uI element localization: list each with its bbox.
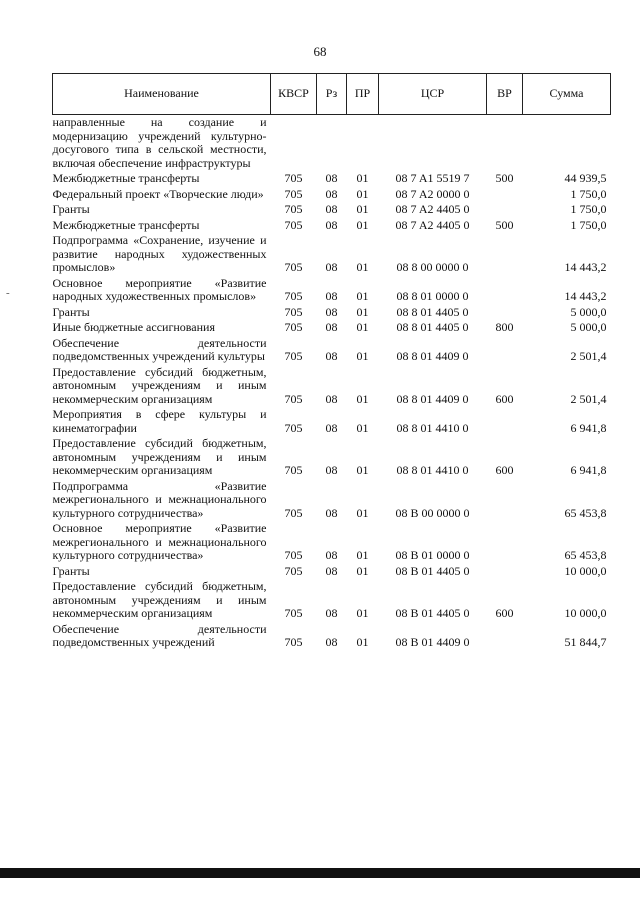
cell-pr: 01: [356, 202, 369, 216]
cell-kvsr: 705: [284, 320, 303, 334]
cell-amount: 51 844,7: [564, 635, 607, 649]
table-row: [53, 305, 611, 321]
cell-pr: 01: [356, 548, 369, 562]
table-row: [53, 233, 611, 276]
cell-vr: [487, 202, 523, 218]
table-row: [53, 276, 611, 305]
cell-kvsr: 705: [284, 635, 303, 649]
cell-amount: [523, 115, 611, 172]
cell-pr: 01: [356, 391, 369, 406]
cell-kvsr: 705: [284, 171, 303, 185]
cell-name: Подпрограмма «Развитие межрегионального и межнационального культурного сотрудничества»: [52, 478, 267, 520]
table-row: [53, 521, 611, 564]
cell-vr: 600: [495, 391, 514, 406]
cell-rz: 08: [325, 171, 338, 185]
cell-rz: 08: [325, 606, 338, 620]
cell-amount: 6 941,8: [570, 463, 607, 477]
cell-name: Предоставление субсидий бюджетным, автономным учреждениям и иным некоммерческим организациям: [52, 364, 267, 406]
cell-kvsr: 705: [284, 606, 303, 620]
cell-amount: 65 453,8: [564, 548, 607, 562]
cell-vr: [487, 276, 523, 305]
cell-csr: 08 8 01 4410 0: [396, 463, 469, 477]
cell-vr: 600: [495, 463, 514, 477]
cell-vr: [487, 233, 523, 276]
cell-rz: 08: [325, 289, 338, 303]
cell-pr: 01: [356, 289, 369, 303]
header-vr: ВР: [487, 74, 523, 115]
cell-name: Подпрограмма «Сохранение, изучение и развитие народных художественных промыслов»: [52, 233, 267, 274]
cell-amount: 2 501,4: [570, 349, 607, 363]
margin-mark: -: [6, 287, 10, 299]
header-pr: ПР: [347, 74, 379, 115]
cell-pr: 01: [356, 217, 369, 232]
cell-pr: [347, 115, 379, 172]
cell-name: Межбюджетные трансферты: [52, 171, 200, 185]
cell-csr: 08 В 00 0000 0: [395, 505, 470, 520]
cell-amount: 10 000,0: [564, 606, 607, 620]
cell-rz: 08: [325, 217, 338, 232]
cell-name: Обеспечение деятельности подведомственных учреждений: [52, 621, 267, 649]
cell-kvsr: 705: [284, 260, 303, 274]
cell-pr: 01: [356, 420, 369, 435]
cell-pr: 01: [356, 635, 369, 649]
cell-rz: 08: [325, 505, 338, 520]
cell-vr: [487, 479, 523, 522]
cell-vr: 500: [495, 217, 514, 232]
cell-amount: 14 443,2: [564, 260, 607, 274]
cell-pr: 01: [356, 304, 369, 319]
cell-kvsr: 705: [284, 304, 303, 319]
scan-edge-bar: [0, 868, 640, 878]
cell-vr: [487, 521, 523, 564]
cell-vr: 500: [495, 171, 514, 185]
cell-csr: 08 В 01 4409 0: [395, 635, 470, 649]
cell-amount: 2 501,4: [570, 391, 607, 406]
cell-rz: 08: [325, 186, 338, 201]
table-row: [53, 187, 611, 203]
cell-name: Гранты: [52, 563, 90, 578]
table-row: [53, 171, 611, 187]
cell-kvsr: 705: [284, 548, 303, 562]
cell-name: Предоставление субсидий бюджетным, автономным учреждениям и иным некоммерческим организациям: [52, 436, 267, 477]
table-row: [53, 365, 611, 408]
cell-csr: 08 8 01 4405 0: [396, 304, 469, 319]
page-number: 68: [313, 44, 327, 59]
cell-amount: 65 453,8: [564, 505, 607, 520]
cell-csr: 08 7 A1 5519 7: [395, 171, 470, 185]
table-row: [53, 579, 611, 622]
cell-name: Гранты: [52, 304, 90, 319]
cell-pr: 01: [356, 505, 369, 520]
cell-rz: 08: [325, 463, 338, 477]
cell-amount: 10 000,0: [564, 563, 607, 578]
cell-rz: 08: [325, 548, 338, 562]
cell-kvsr: 705: [284, 289, 303, 303]
table-row: [53, 407, 611, 436]
cell-pr: 01: [356, 320, 369, 334]
cell-csr: 08 8 00 0000 0: [396, 260, 469, 274]
cell-name: Мероприятия в сфере культуры и кинематографии: [52, 407, 267, 435]
cell-csr: 08 8 01 4409 0: [396, 391, 469, 406]
cell-rz: 08: [325, 304, 338, 319]
cell-name: Основное мероприятие «Развитие межрегионального и межнационального культурного сотрудничества»: [52, 521, 267, 562]
cell-name: направленные на создание и модернизацию учреждений культурно-досугового типа в сельской местности, включая обеспечение инфраструктуры: [52, 115, 267, 170]
cell-kvsr: 705: [284, 349, 303, 363]
cell-name: Обеспечение деятельности подведомственных учреждений культуры: [52, 335, 267, 363]
cell-name: Гранты: [52, 202, 90, 216]
cell-vr: [487, 305, 523, 321]
cell-pr: 01: [356, 186, 369, 201]
cell-rz: 08: [325, 260, 338, 274]
table-row: [53, 320, 611, 336]
cell-rz: 08: [325, 420, 338, 435]
cell-vr: 600: [495, 606, 514, 620]
cell-rz: 08: [325, 391, 338, 406]
cell-csr: 08 8 01 4410 0: [396, 420, 469, 435]
budget-table: [52, 73, 611, 651]
table-header-row: [53, 74, 611, 115]
table-row: [53, 622, 611, 651]
cell-csr: 08 8 01 4409 0: [396, 349, 469, 363]
cell-rz: 08: [325, 349, 338, 363]
cell-csr: 08 7 A2 0000 0: [395, 186, 470, 201]
cell-rz: 08: [325, 635, 338, 649]
cell-amount: 1 750,0: [570, 186, 607, 201]
cell-csr: 08 В 01 0000 0: [395, 548, 470, 562]
cell-kvsr: 705: [284, 391, 303, 406]
cell-rz: 08: [325, 202, 338, 216]
cell-kvsr: 705: [284, 202, 303, 216]
cell-name: Предоставление субсидий бюджетным, автономным учреждениям и иным некоммерческим организациям: [52, 579, 267, 620]
cell-vr: [487, 115, 523, 172]
cell-kvsr: 705: [284, 420, 303, 435]
header-rz: Рз: [317, 74, 347, 115]
cell-vr: [487, 622, 523, 651]
header-csr: ЦСР: [379, 74, 487, 115]
cell-csr: 08 8 01 4405 0: [396, 320, 469, 334]
cell-amount: 5 000,0: [570, 304, 607, 319]
cell-kvsr: [271, 115, 317, 172]
cell-pr: 01: [356, 349, 369, 363]
table-row: [53, 436, 611, 479]
header-kvsr: КВСР: [271, 74, 317, 115]
cell-csr: 08 7 A2 4405 0: [395, 202, 470, 216]
cell-rz: 08: [325, 320, 338, 334]
table-row: [53, 336, 611, 365]
cell-csr: 08 В 01 4405 0: [395, 563, 470, 578]
cell-kvsr: 705: [284, 563, 303, 578]
cell-kvsr: 705: [284, 463, 303, 477]
cell-rz: 08: [325, 563, 338, 578]
table-row: [53, 218, 611, 234]
cell-vr: [487, 187, 523, 203]
cell-vr: [487, 564, 523, 580]
cell-vr: [487, 336, 523, 365]
cell-pr: 01: [356, 171, 369, 185]
cell-amount: 5 000,0: [570, 320, 607, 334]
cell-name: Межбюджетные трансферты: [52, 217, 200, 232]
cell-csr: 08 8 01 0000 0: [396, 289, 469, 303]
table-row: [53, 564, 611, 580]
cell-pr: 01: [356, 606, 369, 620]
cell-pr: 01: [356, 463, 369, 477]
table-row: [53, 479, 611, 522]
cell-amount: 1 750,0: [570, 202, 607, 216]
cell-vr: [487, 407, 523, 436]
cell-kvsr: 705: [284, 217, 303, 232]
header-amount: Сумма: [523, 74, 611, 115]
cell-amount: 6 941,8: [570, 420, 607, 435]
cell-amount: 1 750,0: [570, 217, 607, 232]
cell-csr: [379, 115, 487, 172]
table-row: [53, 202, 611, 218]
cell-csr: 08 В 01 4405 0: [395, 606, 470, 620]
cell-name: Иные бюджетные ассигнования: [52, 320, 215, 334]
cell-kvsr: 705: [284, 186, 303, 201]
cell-rz: [317, 115, 347, 172]
cell-name: Основное мероприятие «Развитие народных художественных промыслов»: [52, 275, 267, 303]
cell-name: Федеральный проект «Творческие люди»: [52, 186, 264, 201]
table-body: [53, 115, 611, 651]
cell-amount: 14 443,2: [564, 289, 607, 303]
cell-amount: 44 939,5: [564, 171, 607, 185]
table-row: [53, 115, 611, 172]
cell-vr: 800: [495, 320, 514, 334]
cell-csr: 08 7 A2 4405 0: [395, 217, 470, 232]
header-name: Наименование: [53, 74, 271, 115]
cell-pr: 01: [356, 563, 369, 578]
cell-pr: 01: [356, 260, 369, 274]
cell-kvsr: 705: [284, 505, 303, 520]
